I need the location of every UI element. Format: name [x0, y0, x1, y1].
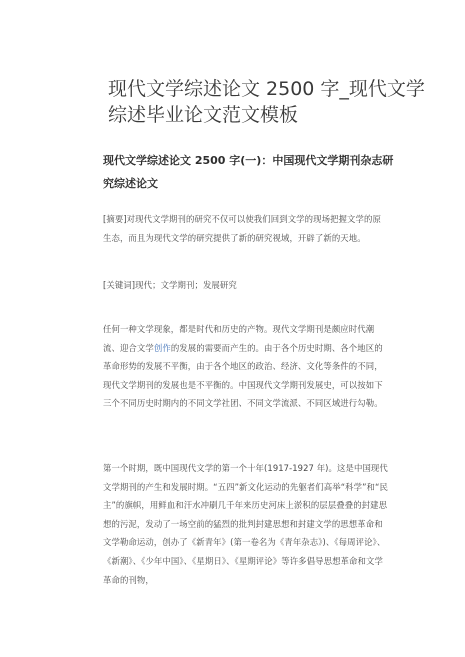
document-title: 现代文学综述论文 2500 字_现代文学综述毕业论文范文模板	[108, 78, 425, 126]
body-paragraph-1	[103, 320, 388, 413]
body-paragraph-1-start: 任何一种文学现象，都是时代和历史的产物。现代文学期刊是颇应时代潮流、迎合文学	[103, 324, 375, 353]
keywords-paragraph: [关键词]现代；文学期刊；发展研究	[103, 280, 237, 290]
creation-link[interactable]: 创作	[153, 342, 171, 353]
body-paragraph-1-end: 的发展的需要而产生的。由于各个历史时期、各个地区的革命形势的发展不平衡，由于各个地区的政治、经济、文化等条件的不同，现代文学期刊的发展也是不平衡的。中国现代文学期刊发展史，可以按如下三个不同历史时期内的不同文学社团、不同文学流派、不同区域进行勾勒。	[103, 342, 383, 409]
section-heading: 现代文学综述论文 2500 字(一)：中国现代文学期刊杂志研究综述论文	[103, 154, 394, 190]
abstract-paragraph: [摘要]对现代文学期刊的研究不仅可以使我们回到文学的现场把握文学的原生态，而且为现代文学的研究提供了新的研究视域，开辟了新的天地。	[103, 214, 381, 243]
body-paragraph-2: 第一个时期，既中国现代文学的第一个十年(1917-1927 年)。这是中国现代文学期刊的产生和发展时期。“五四”新文化运动的先躯者们高举“科学”和“民主”的旗帜，用鲜血和汗水冲刷几千年来历史河床上淤积的层层叠叠的封建思想的污泥，发动了一场空前的猛烈的批判封建思想和封建文学的思想革命和文学勒命运动，创办了《新青年》(第一卷名为《青年杂志》)、《每周评论》、《新潮》、《少年中国》、《星期日》、《星期评论》等许多倡导思想革命和文学革命的刊物，	[103, 463, 388, 585]
